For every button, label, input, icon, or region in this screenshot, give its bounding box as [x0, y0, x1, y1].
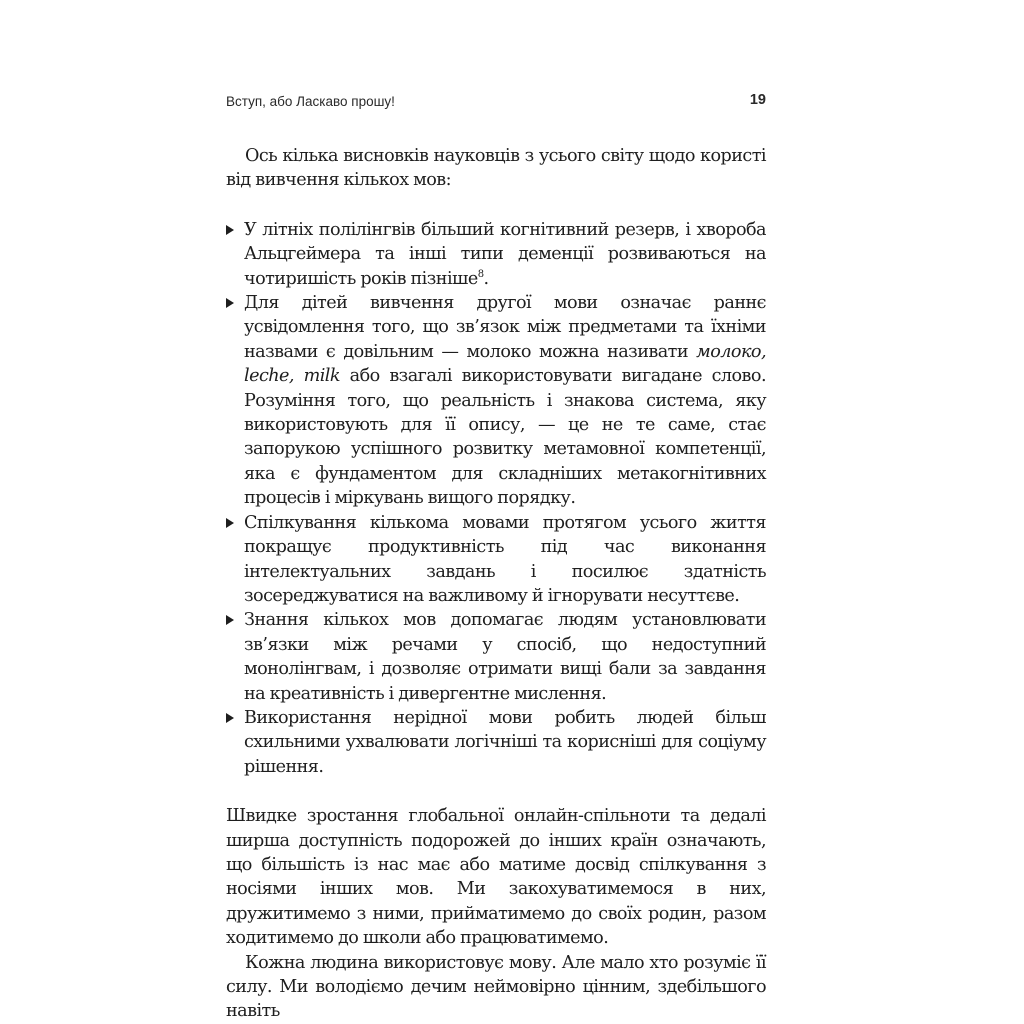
list-item-text: Знання кількох мов допомагає людям установлювати зв’язки між речами у спосіб, що недоступний монолінгвам, і дозволяє отримати вищі бали за завдання на креативність і дивергентне мислення.: [244, 610, 766, 704]
list-item-text-cont: або взагалі використовувати вигадане слово. Розуміння того, що реальність і знакова система, яку використовують для її опису, — це не те саме, стає запорукою успішного розвитку метамовної компетенції, яка є фундаментом для складніших метакогнітивних процесів і міркувань вищого порядку.: [244, 366, 766, 509]
triangle-bullet-icon: [226, 713, 234, 723]
list-item-text: Використання нерідної мови робить людей більш схильними ухвалювати логічніші та корисніші для соціуму рішення.: [244, 707, 766, 777]
body-text: [226, 144, 766, 1024]
book-page: [226, 92, 766, 1024]
triangle-bullet-icon: [226, 518, 234, 528]
list-item: [226, 218, 766, 291]
page-number: 19: [749, 92, 766, 108]
footnote-ref: 8: [477, 268, 484, 280]
triangle-bullet-icon: [226, 298, 234, 308]
running-head-title: Вступ, або Ласкаво прошу!: [226, 94, 395, 109]
list-item: [226, 291, 766, 511]
body-paragraph: Швидке зростання глобальної онлайн-спільноти та дедалі ширша доступність подорожей до інших країн означають, що більшість із нас має або матиме досвід спілкування з носіями інших мов. Ми закохуватимемося в них, дружитимемо з ними, прийматимемо до своїх родин, разом ходитимемо до школи або працюватимемо.: [226, 806, 766, 949]
list-item: [226, 511, 766, 609]
list-item: [226, 608, 766, 706]
list-item-tail: .: [483, 268, 489, 289]
triangle-bullet-icon: [226, 615, 234, 625]
list-item-text: Для дітей вивчення другої мови означає раннє усвідомлення того, що зв’язок між предметами та їхніми назвами є довільним — молоко можна називати: [244, 293, 766, 362]
running-head: [226, 92, 766, 116]
findings-list: [226, 218, 766, 779]
body-paragraph: Кожна людина використовує мову. Але мало хто розуміє її силу. Ми володіємо дечим неймовірно цінним, здебільшого навіть: [226, 952, 766, 1022]
list-item: [226, 706, 766, 779]
italic-examples: молоко, leche, milk: [244, 341, 766, 387]
list-item-text: Спілкування кількома мовами протягом усього життя покращує продуктивність під час виконання інтелектуальних завдань і посилює здатність зосереджуватися на важливому й ігнорувати несуттєве.: [244, 512, 766, 606]
triangle-bullet-icon: [226, 225, 234, 235]
intro-paragraph: Ось кілька висновків науковців з усього світу щодо користі від вивчення кількох мов:: [226, 146, 766, 191]
list-item-text: У літніх полілінгвів більший когнітивний резерв, і хвороба Альцгеймера та інші типи деменції розвиваються на чотиришість років пізніше: [244, 219, 766, 289]
